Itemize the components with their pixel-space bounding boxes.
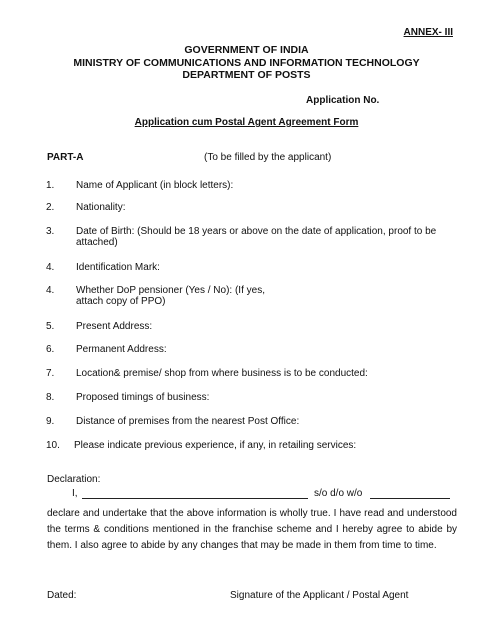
item-text: Please indicate previous experience, if any, in retailing services: (74, 440, 357, 451)
applicant-name-blank[interactable] (82, 498, 308, 499)
header-department: DEPARTMENT OF POSTS (182, 69, 311, 81)
item-number: 9. (46, 416, 55, 427)
item-text: Whether DoP pensioner (Yes / No): (If yes, attach copy of PPO) (76, 285, 265, 307)
item-number: 4. (46, 262, 55, 273)
item-text: Identification Mark: (76, 262, 160, 273)
part-note: (To be filled by the applicant) (204, 152, 332, 163)
item-text: Proposed timings of business: (76, 392, 210, 403)
item-number: 4. (46, 285, 55, 296)
declaration-relation: s/o d/o w/o (314, 488, 363, 499)
part-label: PART-A (47, 152, 84, 163)
header-government: GOVERNMENT OF INDIA (184, 44, 309, 56)
declaration-name-line (72, 488, 452, 502)
item-text: Present Address: (76, 321, 153, 332)
item-text: Location& premise/ shop from where business is to be conducted: (76, 368, 368, 379)
application-number-label: Application No. (306, 95, 380, 106)
item-number: 7. (46, 368, 55, 379)
relation-name-blank[interactable] (370, 498, 450, 499)
form-title (0, 117, 493, 128)
annex-label: ANNEX- III (403, 27, 453, 38)
item-number: 3. (46, 226, 55, 237)
declaration-i: I, (72, 488, 78, 499)
declaration-text: declare and undertake that the above information is wholly true. I have read and understood the terms & conditions mentioned in the franchise scheme and I hereby agree to abide by them. I also agree to abide by any changes that may be made in them from time to time. (47, 508, 457, 551)
item-number: 2. (46, 202, 55, 213)
item-number: 8. (46, 392, 55, 403)
item-text: Name of Applicant (in block letters): (76, 180, 234, 191)
header-ministry: MINISTRY OF COMMUNICATIONS AND INFORMATION TECHNOLOGY (73, 57, 420, 69)
item-text: Distance of premises from the nearest Post Office: (76, 416, 300, 427)
item-text: Nationality: (76, 202, 126, 213)
item-number: 6. (46, 344, 55, 355)
form-title-text: Application cum Postal Agent Agreement Form (134, 117, 359, 128)
declaration-label: Declaration: (47, 474, 101, 485)
item-number: 1. (46, 180, 55, 191)
dated-label: Dated: (47, 590, 77, 601)
item-text: Permanent Address: (76, 344, 167, 355)
item-text: Date of Birth: (Should be 18 years or above on the date of application, proof to be attached) (76, 226, 437, 248)
item-number: 10. (46, 440, 60, 451)
item-number: 5. (46, 321, 55, 332)
signature-label: Signature of the Applicant / Postal Agent (230, 590, 409, 601)
